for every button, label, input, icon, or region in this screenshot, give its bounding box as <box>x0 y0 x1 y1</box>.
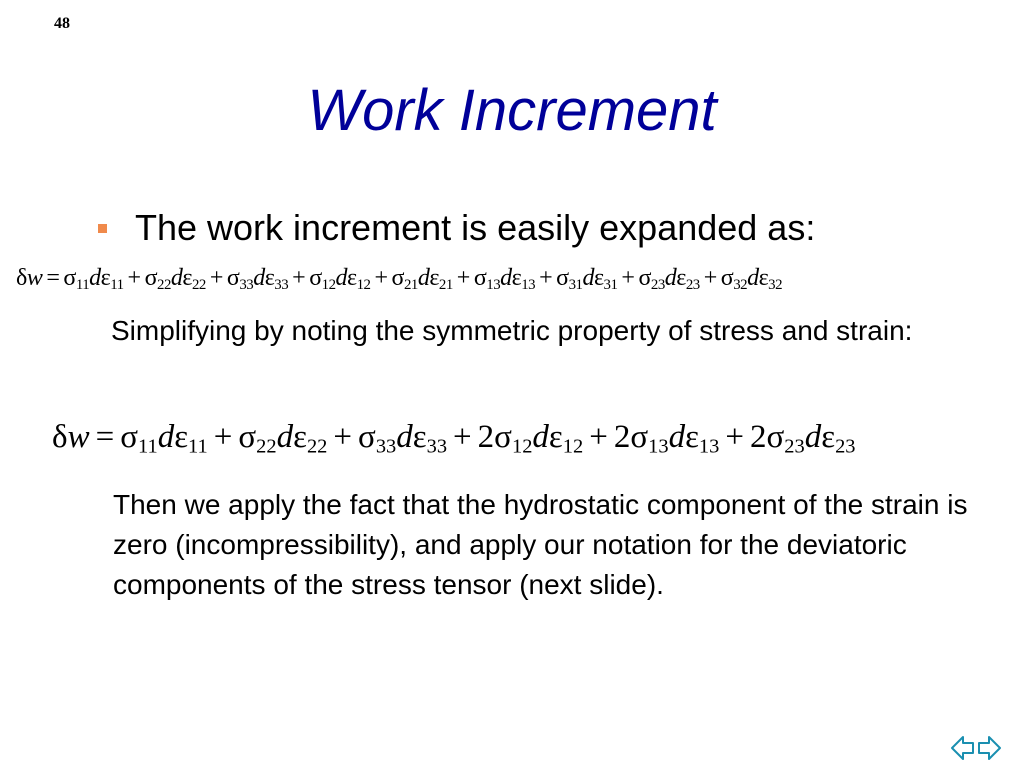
arrow-right-icon <box>977 734 1003 762</box>
next-slide-button[interactable] <box>977 733 1003 763</box>
eq1-term: $\sigma_{13}d\varepsilon_{13}$ <box>473 265 536 294</box>
eq1-term: $\sigma_{33}d\varepsilon_{33}$ <box>226 265 289 294</box>
eq1-term: $\sigma_{23}d\varepsilon_{23}$ <box>638 265 700 294</box>
bullet-text: The work increment is easily expanded as: <box>135 207 816 248</box>
eq1-lhs: δw <box>16 265 43 291</box>
navigation <box>949 733 1003 763</box>
eq2-term: $2\sigma_{13}d\varepsilon_{13}$ <box>613 419 720 458</box>
eq2-lhs: δw <box>52 419 90 455</box>
eq1-term: $\sigma_{11}d\varepsilon_{11}$ <box>63 265 124 294</box>
paragraph-hydrostatic: Then we apply the fact that the hydrostatic component of the strain is zero (incompressibility), and apply our notation for the deviatoric components of the stress tensor (next slide). <box>113 489 968 600</box>
eq1-term: $\sigma_{22}d\varepsilon_{22}$ <box>144 265 206 294</box>
equation-simplified: $\delta w = \sigma_{11}d\varepsilon_{11} + \sigma_{22}d\varepsilon_{22} + \sigma_{33}d\varepsilon_{33} + 2\sigma_{12}d\varepsilon_{12} + 2\sigma_{13}d\varepsilon_{13} + 2\sigma_{23}d\varepsilon_{23}$ <box>52 419 856 458</box>
eq1-term: $\sigma_{31}d\varepsilon_{31}$ <box>556 265 618 294</box>
slide-title: Work Increment <box>307 78 717 143</box>
eq1-term: $\sigma_{32}d\varepsilon_{32}$ <box>720 265 783 294</box>
bullet-marker <box>98 224 107 233</box>
previous-slide-button[interactable] <box>949 733 975 763</box>
eq2-term: $2\sigma_{23}d\varepsilon_{23}$ <box>749 419 856 458</box>
eq2-term: $\sigma_{22}d\varepsilon_{22}$ <box>238 419 328 458</box>
eq2-term: $\sigma_{33}d\varepsilon_{33}$ <box>358 419 448 458</box>
eq2-term: $2\sigma_{12}d\varepsilon_{12}$ <box>477 419 584 458</box>
eq2-term: $\sigma_{11}d\varepsilon_{11}$ <box>120 419 208 458</box>
paragraph-symmetry: Simplifying by noting the symmetric property of stress and strain: <box>111 315 913 346</box>
arrow-left-icon <box>949 734 975 762</box>
eq1-term: $\sigma_{12}d\varepsilon_{12}$ <box>309 265 371 294</box>
eq1-term: $\sigma_{21}d\varepsilon_{21}$ <box>391 265 453 294</box>
equation-expanded: $\delta w = \sigma_{11}d\varepsilon_{11} + \sigma_{22}d\varepsilon_{22} + \sigma_{33}d\varepsilon_{33} + \sigma_{12}d\varepsilon_{12} + \sigma_{21}d\varepsilon_{21} + \sigma_{13}d\varepsilon_{13} + \sigma_{31}d\varepsilon_{31} + \sigma_{23}d\varepsilon_{23} + \sigma_{32}d\varepsilon_{32}$ <box>16 265 783 294</box>
slide-number: 48 <box>54 15 70 32</box>
